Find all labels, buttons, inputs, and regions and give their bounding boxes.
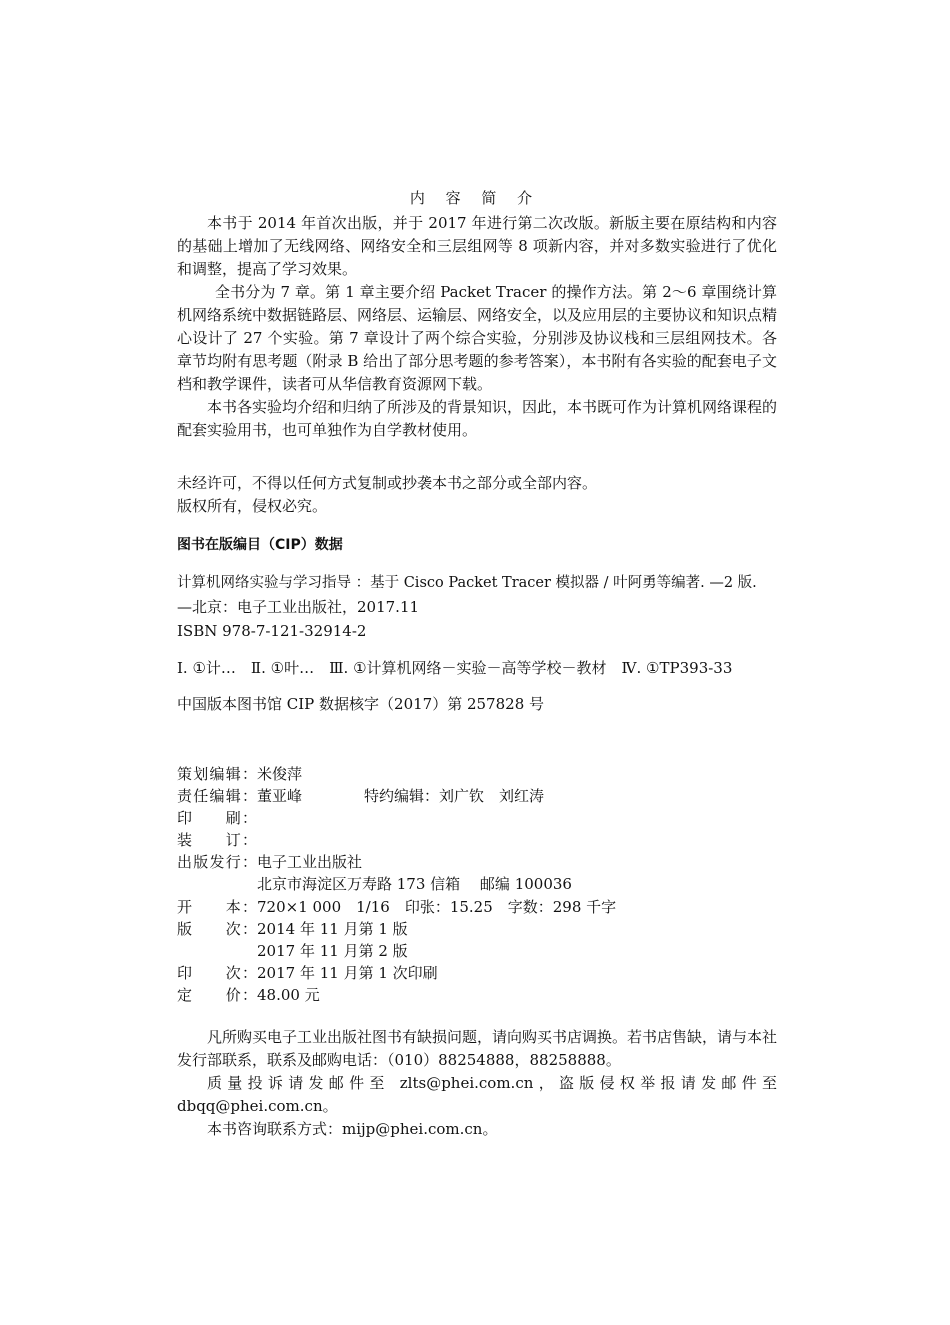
publisher-label: 出版发行： (177, 853, 257, 871)
cip-heading: 图书在版编目（CIP）数据 (177, 537, 343, 553)
price-label: 定 价： (177, 986, 257, 1004)
cip-title-line: 计算机网络实验与学习指导 ：基于 Cisco Packet Tracer 模拟器 / 叶阿勇等编著. —2 版. (177, 575, 757, 591)
print-label: 印 刷： (177, 809, 257, 827)
edition-label: 版 次： (177, 920, 257, 938)
info-impression (177, 962, 438, 984)
special-editor-value: 刘广钦 刘红涛 (439, 787, 545, 805)
info-format (177, 896, 616, 918)
format-value: 720×1 000 1/16 印张：15.25 字数：298 千字 (257, 898, 617, 916)
copyright-line-2: 版权所有，侵权必究。 (177, 497, 328, 515)
planning-editor-value: 米俊萍 (257, 765, 303, 783)
edition-2-value: 2017 年 11 月第 2 版 (257, 942, 408, 960)
summary-paragraph-3: 本书各实验均介绍和归纳了所涉及的背景知识，因此，本书既可作为计算机网络课程的配套实验用书，也可单独作为自学教材使用。 (177, 398, 778, 439)
summary-paragraph-1: 本书于 2014 年首次出版，并于 2017 年进行第二次改版。新版主要在原结构和内容的基础上增加了无线网络、网络安全和三层组网等 8 项新内容，并对多数实验进行了优化和调整，提高了学习效果。 (177, 214, 777, 278)
summary-body (177, 212, 777, 442)
info-price (177, 984, 320, 1006)
responsible-editor-value: 董亚峰 (257, 787, 303, 805)
impression-label: 印 次： (177, 964, 257, 982)
price-value: 48.00 元 (257, 986, 320, 1004)
info-planning-editor (177, 763, 302, 785)
summary-title: 内 容 简 介 (409, 189, 541, 207)
address-value: 北京市海淀区万寿路 173 信箱 邮编 100036 (257, 875, 572, 893)
edition-1-value: 2014 年 11 月第 1 版 (257, 920, 408, 938)
notice-paragraph-2: 质量投诉请发邮件至 zlts@phei.com.cn，盗版侵权举报请发邮件至 dbqq@phei.com.cn。 (177, 1074, 777, 1115)
info-edition (177, 918, 408, 940)
special-editor-label: 特约编辑： (364, 787, 440, 805)
planning-editor-label: 策划编辑： (177, 765, 257, 783)
impression-value: 2017 年 11 月第 1 次印刷 (257, 964, 438, 982)
info-print (177, 807, 257, 829)
info-responsible-editor (177, 785, 544, 807)
binding-label: 装 订： (177, 831, 257, 849)
info-address (257, 873, 572, 895)
purchase-notice (177, 1026, 777, 1141)
cip-isbn: ISBN 978-7-121-32914-2 (177, 622, 367, 640)
notice-paragraph-3: 本书咨询联系方式：mijp@phei.com.cn。 (207, 1120, 498, 1138)
responsible-editor-label: 责任编辑： (177, 787, 257, 805)
info-publisher (177, 851, 362, 873)
info-edition-2 (257, 940, 408, 962)
copyright-notice (177, 472, 777, 518)
cip-publisher-line: —北京：电子工业出版社，2017.11 (177, 598, 420, 616)
format-label: 开 本： (177, 898, 257, 916)
cip-classification: Ⅰ. ①计… Ⅱ. ①叶… Ⅲ. ①计算机网络－实验－高等学校－教材 Ⅳ. ①TP393-33 (177, 659, 733, 677)
cip-number: 中国版本图书馆 CIP 数据核字（2017）第 257828 号 (177, 695, 545, 713)
summary-paragraph-2: 全书分为 7 章。第 1 章主要介绍 Packet Tracer 的操作方法。第 2～6 章围绕计算机网络系统中数据链路层、网络层、运输层、网络安全，以及应用层的主要协议和知识点精心设计了 27 个实验。第 7 章设计了两个综合实验，分别涉及协议栈和三层组网技术。各章节均附有思考题（附录 B 给出了部分思考题的参考答案），本书附有各实验的配套电子文档和教学课件，读者可从华信教育资源网下载。 (177, 283, 778, 393)
publisher-value: 电子工业出版社 (257, 853, 363, 871)
notice-paragraph-1: 凡所购买电子工业出版社图书有缺损问题，请向购买书店调换。若书店售缺，请与本社发行部联系，联系及邮购电话：（010）88254888，88258888。 (177, 1028, 778, 1069)
info-binding (177, 829, 257, 851)
copyright-line-1: 未经许可，不得以任何方式复制或抄袭本书之部分或全部内容。 (177, 474, 598, 492)
